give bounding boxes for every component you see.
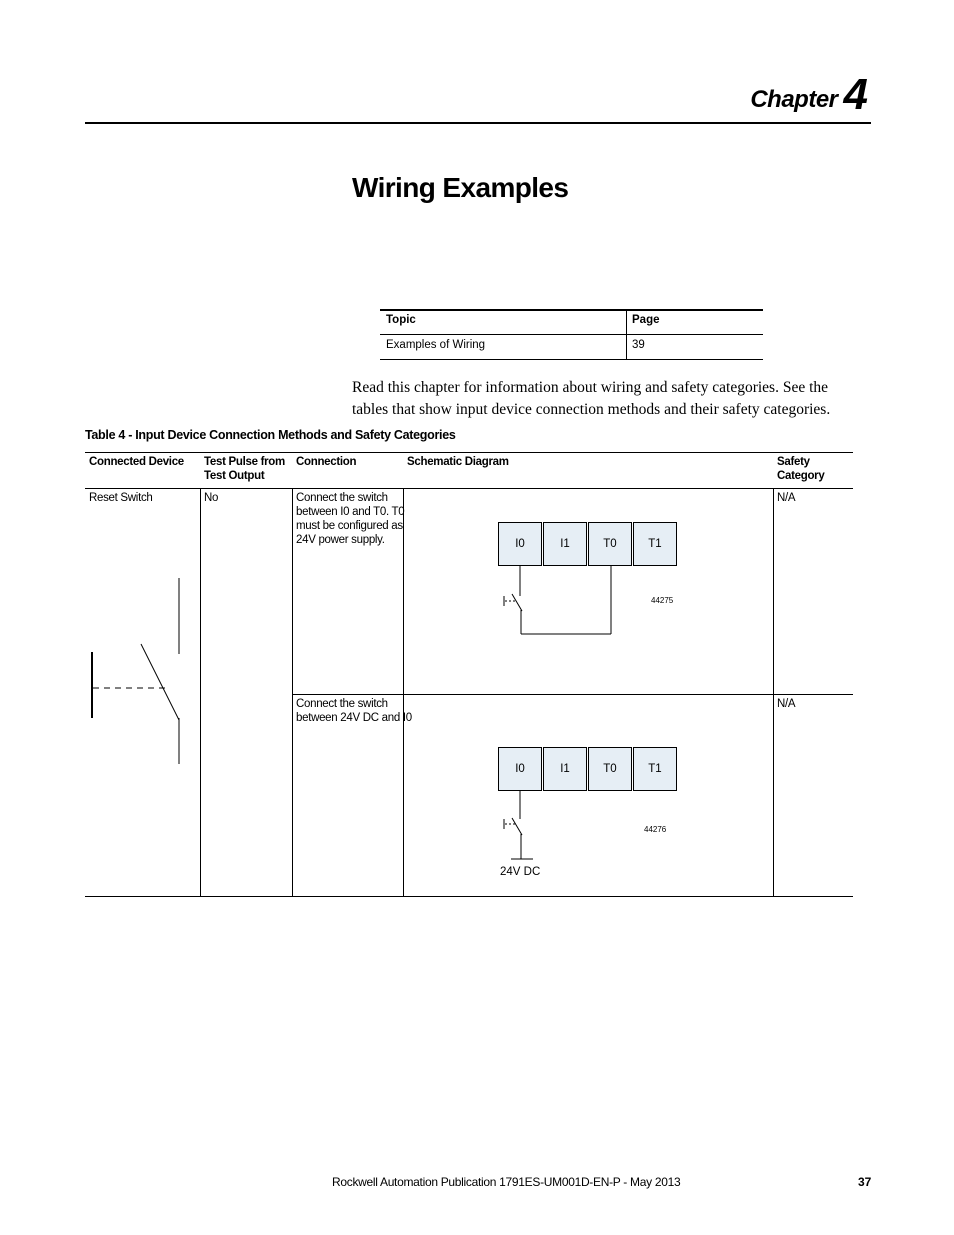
topic-link-examples-of-wiring[interactable]: Examples of Wiring <box>386 339 486 351</box>
column-divider-4 <box>773 488 774 896</box>
footer-publication: Rockwell Automation Publication 1791ES-UM001D-EN-P - May 2013 <box>332 1175 681 1189</box>
header-test-pulse-line2: Test Output <box>204 470 265 482</box>
chapter-number: 4 <box>843 70 868 119</box>
connection-methods-table <box>85 452 853 897</box>
table-row-divider <box>292 694 853 695</box>
table-top-rule <box>85 452 853 453</box>
topic-header: Topic <box>386 314 416 326</box>
table-caption: Table 4 - Input Device Connection Methods and Safety Categories <box>85 428 456 442</box>
row2-connection-line2: between 24V DC and I0 <box>296 712 412 724</box>
topic-table-column-divider <box>626 311 627 359</box>
row2-connection-line1: Connect the switch <box>296 698 388 710</box>
reset-switch-symbol <box>85 572 195 772</box>
header-schematic-diagram: Schematic Diagram <box>407 456 509 468</box>
page-header: Page <box>632 314 660 326</box>
topic-table-bottom-rule <box>380 359 763 360</box>
row1-safety-category: N/A <box>777 492 796 504</box>
header-test-pulse-line1: Test Pulse from <box>204 456 285 468</box>
header-safety-line1: Safety <box>777 456 810 468</box>
page-title: Wiring Examples <box>352 172 569 203</box>
row2-terminal-t0: T0 <box>588 747 632 791</box>
topic-page-number: 39 <box>632 339 645 351</box>
row2-safety-category: N/A <box>777 698 796 710</box>
topic-table <box>380 309 763 361</box>
column-divider-1 <box>200 488 201 896</box>
row1-connection-line3: must be configured as <box>296 520 403 532</box>
row1-wiring <box>495 566 615 638</box>
row1-terminal-i0: I0 <box>498 522 542 566</box>
row1-figure-id: 44275 <box>651 596 674 605</box>
topic-table-top-rule <box>380 309 763 311</box>
row1-connection-line4: 24V power supply. <box>296 534 385 546</box>
header-connection: Connection <box>296 456 357 468</box>
row2-terminal-t1: T1 <box>633 747 677 791</box>
row2-figure-id: 44276 <box>644 825 667 834</box>
header-safety-line2: Category <box>777 470 825 482</box>
column-divider-3 <box>403 488 404 896</box>
row1-connection-line2: between I0 and T0. T0 <box>296 506 405 518</box>
header-connected-device: Connected Device <box>89 456 184 468</box>
intro-paragraph: Read this chapter for information about wiring and safety categories. See the tables that show input device connection methods and their safety categories. <box>352 379 831 418</box>
row2-terminal-i1: I1 <box>543 747 587 791</box>
table-bottom-rule <box>85 896 853 897</box>
topic-table-header-rule <box>380 334 763 335</box>
row1-terminal-i1: I1 <box>543 522 587 566</box>
footer-page-number: 37 <box>858 1175 872 1189</box>
row2-wiring <box>495 791 555 861</box>
chapter-label <box>750 68 868 118</box>
column-divider-2 <box>292 488 293 896</box>
row1-terminal-t0: T0 <box>588 522 632 566</box>
row1-terminal-t1: T1 <box>633 522 677 566</box>
test-pulse-value: No <box>204 492 219 504</box>
device-name: Reset Switch <box>89 492 153 504</box>
chapter-rule <box>85 122 871 124</box>
row2-supply-label: 24V DC <box>500 866 541 878</box>
row1-connection-line1: Connect the switch <box>296 492 388 504</box>
row2-terminal-i0: I0 <box>498 747 542 791</box>
chapter-word: Chapter <box>750 86 838 113</box>
